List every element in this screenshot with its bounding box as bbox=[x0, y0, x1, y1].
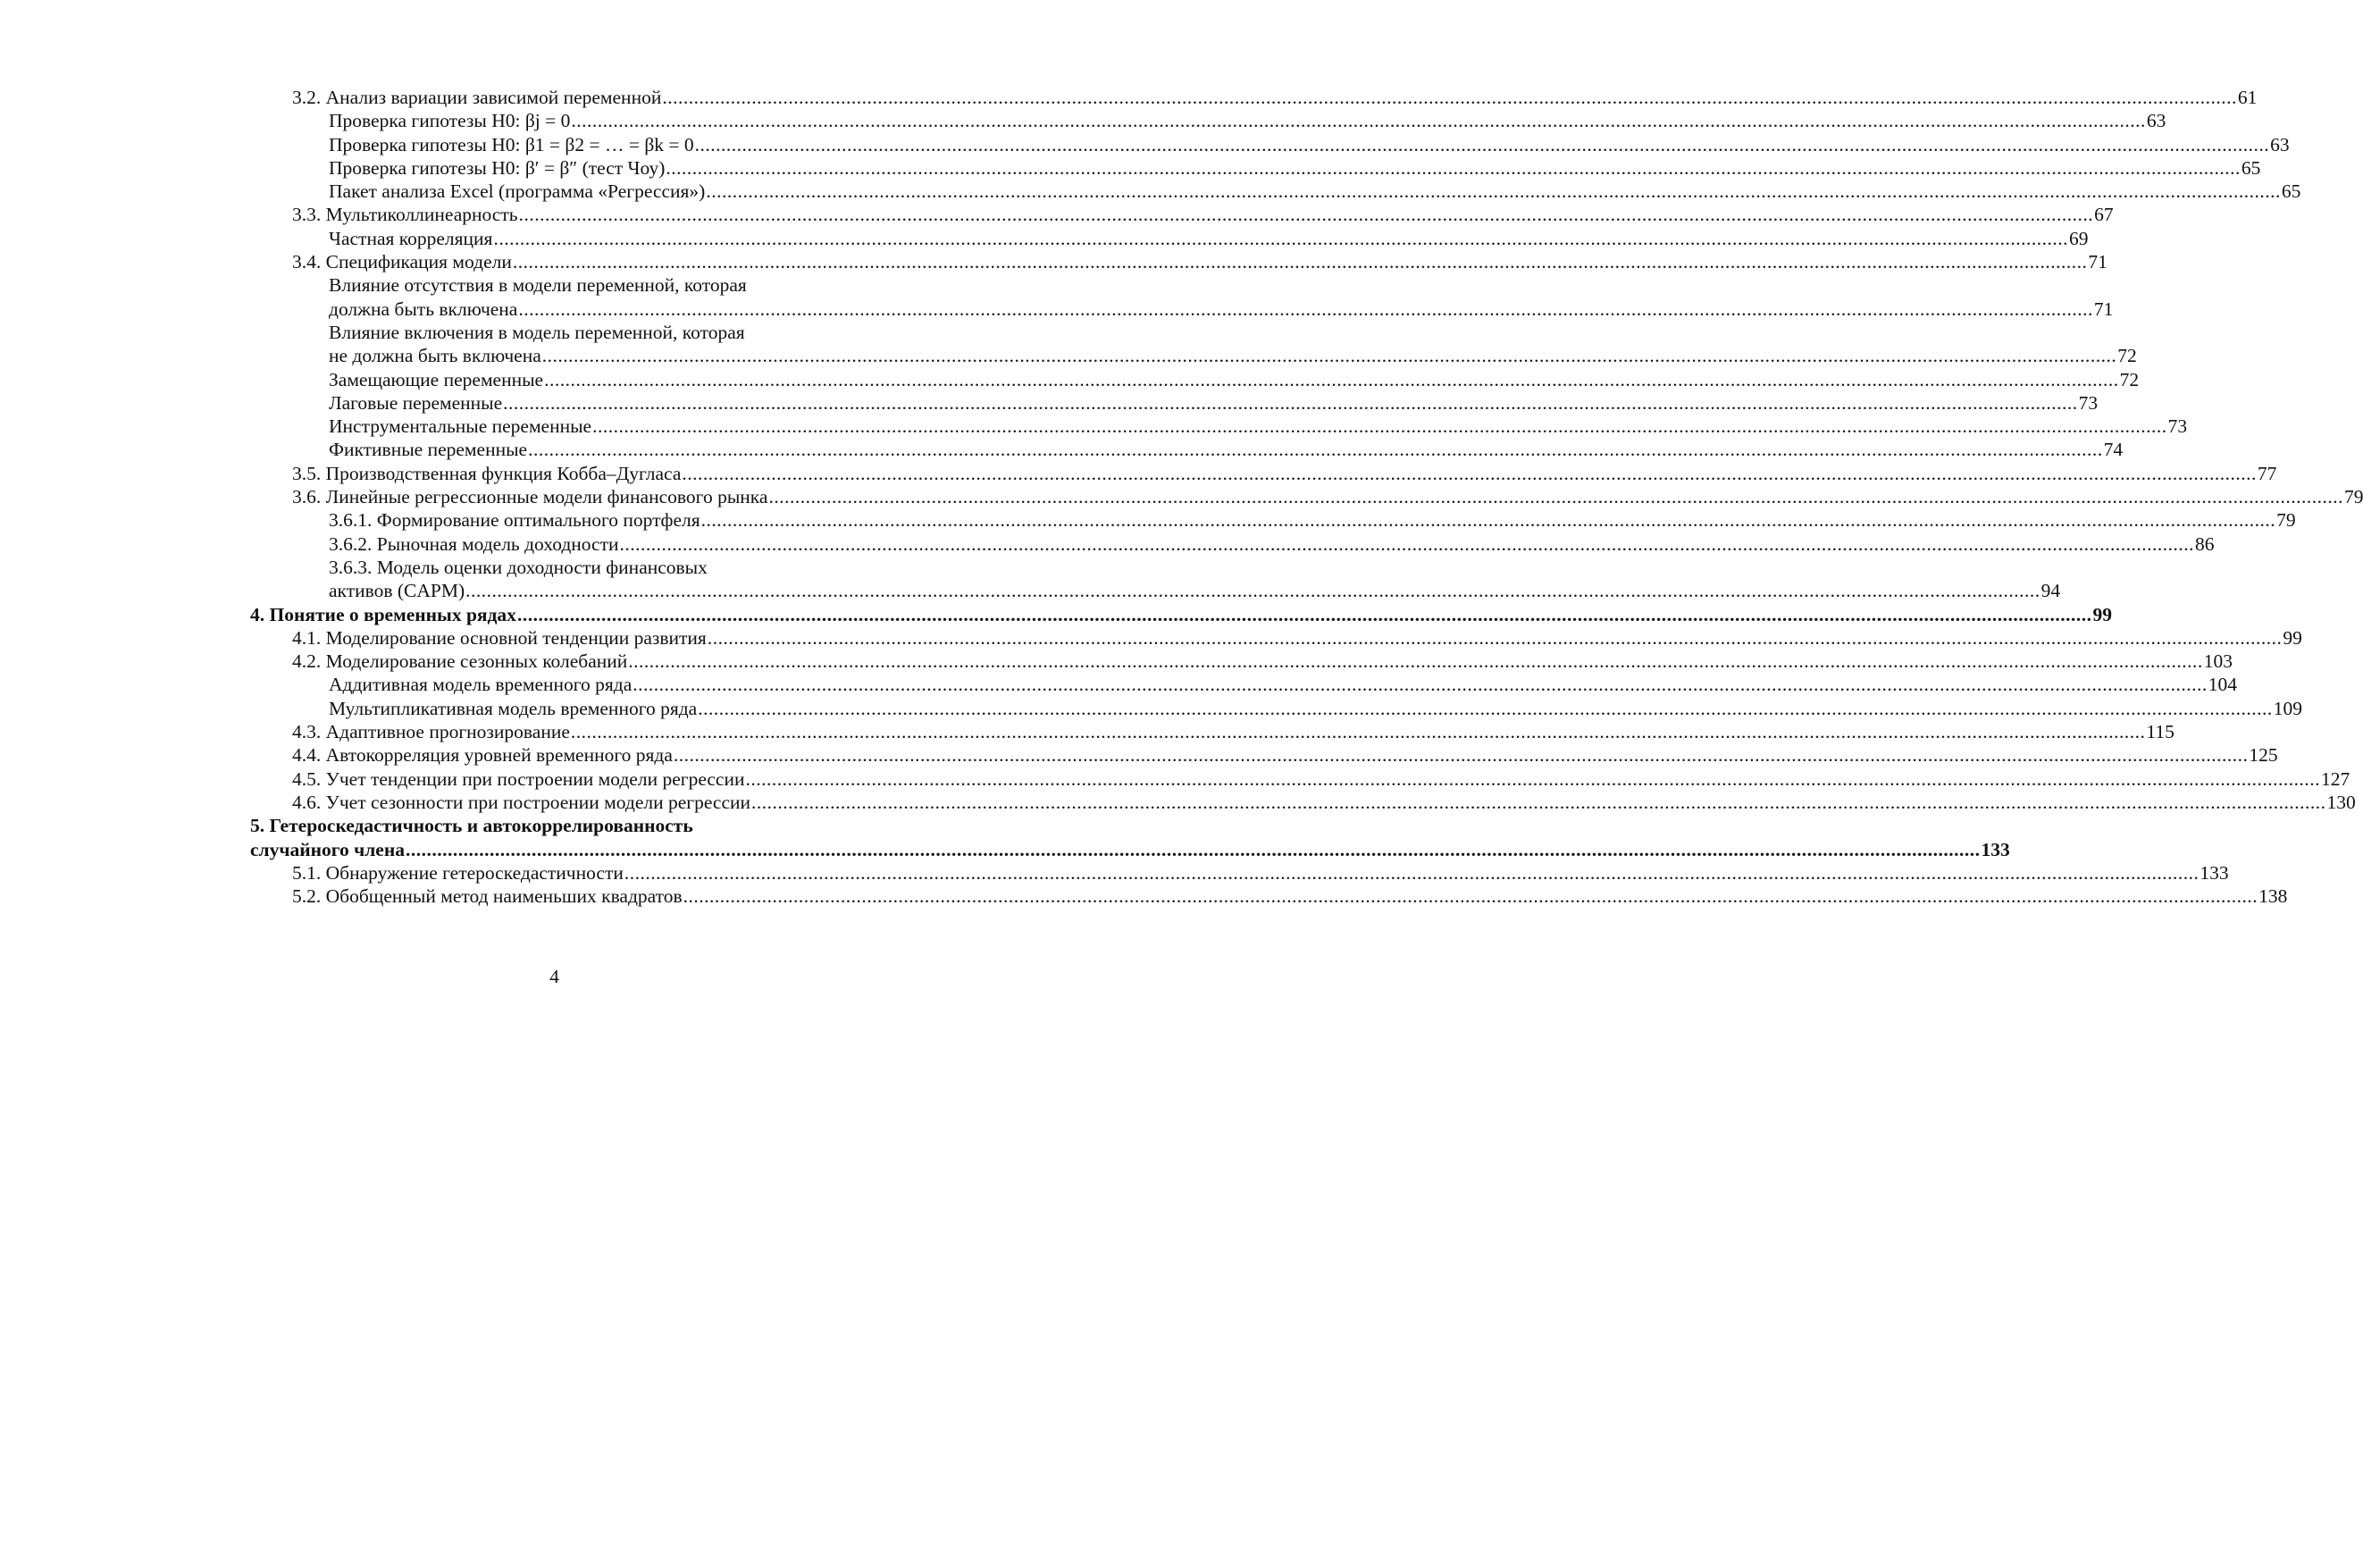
toc-page-number: 138 bbox=[2258, 885, 2288, 908]
toc-leader-dots: ............................................................................................................................................................................................................................................................................................................ bbox=[706, 180, 2281, 203]
toc-page-number: 103 bbox=[2203, 650, 2233, 673]
toc-leader-dots: ............................................................................................................................................................................................................................................................................................................ bbox=[662, 87, 2237, 108]
toc-leader-dots: ............................................................................................................................................................................................................................................................................................................ bbox=[518, 298, 2093, 320]
toc-entry-title: 5. Гетероскедастичность и автокоррелированность bbox=[250, 815, 693, 837]
toc-entry-title: Частная корреляция bbox=[329, 227, 493, 249]
toc-entry bbox=[250, 462, 2277, 485]
toc-leader-dots: ............................................................................................................................................................................................................................................................................................................ bbox=[516, 603, 2092, 625]
toc-leader-dots: ............................................................................................................................................................................................................................................................................................................ bbox=[633, 674, 2208, 696]
toc-leader-dots: ............................................................................................................................................................................................................................................................................................................ bbox=[619, 532, 2194, 555]
toc-leader-dots: ............................................................................................................................................................................................................................................................................................................ bbox=[694, 133, 2270, 155]
toc-entry bbox=[250, 368, 2140, 391]
toc-page-number: 104 bbox=[2208, 674, 2238, 696]
toc-page-number: 73 bbox=[2167, 415, 2188, 438]
toc-page-number: 71 bbox=[2088, 251, 2107, 273]
toc-entry bbox=[250, 603, 2112, 626]
toc-leader-dots: ............................................................................................................................................................................................................................................................................................................ bbox=[745, 767, 2320, 790]
toc-entry-title: должна быть включена bbox=[329, 298, 518, 320]
toc-leader-dots: ............................................................................................................................................................................................................................................................................................................ bbox=[541, 345, 2117, 367]
toc-page-number: 94 bbox=[2040, 580, 2061, 602]
toc-entry bbox=[250, 743, 2278, 767]
toc-entry-title: 3.6. Линейные регрессионные модели финансового рынка bbox=[292, 486, 768, 508]
toc-leader-dots: ............................................................................................................................................................................................................................................................................................................ bbox=[512, 251, 2088, 273]
toc-entry bbox=[250, 227, 2089, 250]
toc-leader-dots: ............................................................................................................................................................................................................................................................................................................ bbox=[503, 391, 2078, 414]
toc-entry-title: Мультипликативная модель временного ряда bbox=[329, 697, 698, 719]
toc-entry bbox=[250, 156, 2261, 180]
toc-page-number: 79 bbox=[2276, 509, 2296, 532]
toc-leader-dots: ............................................................................................................................................................................................................................................................................................................ bbox=[518, 204, 2094, 226]
toc-page-number: 133 bbox=[2200, 861, 2229, 884]
toc-entry-title: 3.6.1. Формирование оптимального портфеля bbox=[329, 509, 700, 532]
toc-page-number: 67 bbox=[2094, 204, 2114, 226]
toc-leader-dots: ............................................................................................................................................................................................................................................................................................................ bbox=[528, 439, 2103, 461]
toc-entry bbox=[250, 838, 2010, 861]
toc-entry bbox=[250, 508, 2296, 532]
toc-leader-dots: ............................................................................................................................................................................................................................................................................................................ bbox=[465, 580, 2040, 602]
toc-page-number: 127 bbox=[2321, 767, 2350, 790]
toc-page-number: 71 bbox=[2093, 298, 2114, 320]
toc-entry bbox=[250, 814, 858, 837]
toc-entry bbox=[250, 626, 2302, 650]
toc-page-number: 65 bbox=[2281, 180, 2301, 203]
toc-entry bbox=[250, 579, 2061, 602]
toc-leader-dots: ............................................................................................................................................................................................................................................................................................................ bbox=[698, 697, 2273, 719]
toc-entry bbox=[250, 180, 2301, 203]
toc-entry-title: Влияние включения в модель переменной, которая bbox=[329, 321, 745, 343]
toc-entry-title: 4.6. Учет сезонности при построении модели регрессии bbox=[292, 791, 751, 813]
toc-page-number: 61 bbox=[2237, 87, 2258, 108]
toc-entry-title: Проверка гипотезы H0: β1 = β2 = … = βk = 0 bbox=[329, 133, 694, 155]
toc-entry bbox=[250, 273, 858, 297]
toc-leader-dots: ............................................................................................................................................................................................................................................................................................................ bbox=[624, 861, 2200, 884]
toc-leader-dots: ............................................................................................................................................................................................................................................................................................................ bbox=[493, 227, 2068, 249]
toc-entry bbox=[250, 791, 2356, 814]
toc-entry-title: 4.2. Моделирование сезонных колебаний bbox=[292, 650, 628, 673]
toc-leader-dots: ............................................................................................................................................................................................................................................................................................................ bbox=[683, 885, 2258, 908]
toc-leader-dots: ............................................................................................................................................................................................................................................................................................................ bbox=[673, 744, 2249, 767]
toc-entry bbox=[250, 344, 2137, 367]
toc-entry-title: Фиктивные переменные bbox=[329, 439, 528, 461]
table-of-contents bbox=[250, 86, 2363, 908]
toc-entry-title: 3.2. Анализ вариации зависимой переменной bbox=[292, 87, 662, 108]
toc-leader-dots: ............................................................................................................................................................................................................................................................................................................ bbox=[666, 156, 2241, 179]
toc-entry-title: 3.5. Производственная функция Кобба–Дугласа bbox=[292, 462, 682, 484]
toc-entry bbox=[250, 321, 858, 344]
toc-entry-title: Проверка гипотезы H0: βj = 0 bbox=[329, 110, 571, 132]
toc-entry-title: 4.3. Адаптивное прогнозирование bbox=[292, 721, 570, 743]
toc-leader-dots: ............................................................................................................................................................................................................................................................................................................ bbox=[544, 368, 2119, 390]
toc-entry-title: 3.6.3. Модель оценки доходности финансовых bbox=[329, 556, 708, 578]
toc-page-number: 63 bbox=[2146, 110, 2166, 132]
toc-entry-title: случайного члена bbox=[250, 838, 405, 860]
toc-leader-dots: ............................................................................................................................................................................................................................................................................................................ bbox=[405, 838, 1981, 860]
toc-entry-title: Влияние отсутствия в модели переменной, которая bbox=[329, 274, 747, 297]
toc-entry bbox=[250, 650, 2233, 673]
toc-entry-title: активов (CAPM) bbox=[329, 580, 465, 602]
toc-entry bbox=[250, 133, 2290, 156]
toc-page-number: 73 bbox=[2078, 391, 2099, 414]
toc-entry bbox=[250, 556, 858, 579]
toc-entry bbox=[250, 485, 2363, 508]
toc-entry bbox=[250, 885, 2288, 908]
toc-entry-title: 4. Понятие о временных рядах bbox=[250, 603, 516, 625]
toc-entry-title: 3.3. Мультиколлинеарность bbox=[292, 204, 518, 226]
toc-leader-dots: ............................................................................................................................................................................................................................................................................................................ bbox=[700, 509, 2276, 532]
toc-page-number: 125 bbox=[2249, 744, 2278, 767]
toc-leader-dots: ............................................................................................................................................................................................................................................................................................................ bbox=[592, 415, 2167, 438]
toc-entry-title: 4.4. Автокорреляция уровней временного ряда bbox=[292, 744, 673, 767]
toc-entry-title: Пакет анализа Excel (программа «Регрессия») bbox=[329, 180, 706, 203]
toc-entry-title: Инструментальные переменные bbox=[329, 415, 592, 438]
toc-entry-title: 5.2. Обобщенный метод наименьших квадратов bbox=[292, 885, 683, 908]
toc-page-number: 77 bbox=[2257, 462, 2277, 484]
toc-entry bbox=[250, 767, 2350, 791]
toc-entry-title: Проверка гипотезы H0: β′ = β″ (тест Чоу) bbox=[329, 156, 666, 179]
toc-page-number: 74 bbox=[2103, 439, 2124, 461]
toc-entry-title: 3.4. Спецификация модели bbox=[292, 251, 512, 273]
toc-page-number: 133 bbox=[1981, 838, 2010, 860]
toc-entry bbox=[250, 203, 2114, 226]
toc-entry-title: Замещающие переменные bbox=[329, 368, 544, 390]
toc-leader-dots: ............................................................................................................................................................................................................................................................................................................ bbox=[570, 721, 2146, 743]
toc-entry bbox=[250, 298, 2114, 321]
toc-entry-title: 5.1. Обнаружение гетероскедастичности bbox=[292, 861, 624, 884]
page-number: 4 bbox=[549, 966, 559, 987]
toc-entry bbox=[250, 438, 2124, 461]
toc-entry-title: 4.5. Учет тенденции при построении модели регрессии bbox=[292, 767, 745, 790]
toc-leader-dots: ............................................................................................................................................................................................................................................................................................................ bbox=[628, 650, 2203, 673]
toc-page-number: 63 bbox=[2270, 133, 2290, 155]
toc-entry-title: Лаговые переменные bbox=[329, 391, 503, 414]
toc-entry bbox=[250, 532, 2215, 556]
toc-page-number: 72 bbox=[2119, 368, 2140, 390]
toc-page-number: 86 bbox=[2195, 532, 2215, 555]
toc-page-number: 99 bbox=[2092, 603, 2112, 625]
toc-entry-title: 4.1. Моделирование основной тенденции развития bbox=[292, 626, 707, 649]
toc-page-number: 72 bbox=[2117, 345, 2137, 367]
toc-entry bbox=[250, 391, 2099, 415]
toc-leader-dots: ............................................................................................................................................................................................................................................................................................................ bbox=[768, 486, 2343, 508]
toc-leader-dots: ............................................................................................................................................................................................................................................................................................................ bbox=[707, 626, 2283, 649]
toc-page-number: 69 bbox=[2068, 227, 2089, 249]
toc-page-number: 65 bbox=[2241, 156, 2261, 179]
toc-page-number: 109 bbox=[2273, 697, 2302, 719]
toc-entry bbox=[250, 250, 2107, 273]
toc-entry-title: Аддитивная модель временного ряда bbox=[329, 674, 633, 696]
toc-entry bbox=[250, 109, 2166, 132]
toc-page-number: 115 bbox=[2146, 721, 2174, 743]
toc-entry bbox=[250, 673, 2238, 696]
toc-entry bbox=[250, 415, 2188, 438]
toc-entry-title: не должна быть включена bbox=[329, 345, 541, 367]
toc-leader-dots: ............................................................................................................................................................................................................................................................................................................ bbox=[571, 110, 2146, 132]
toc-leader-dots: ............................................................................................................................................................................................................................................................................................................ bbox=[751, 791, 2326, 813]
toc-entry bbox=[250, 861, 2229, 885]
toc-page-number: 99 bbox=[2283, 626, 2302, 649]
toc-entry bbox=[250, 697, 2302, 720]
toc-entry bbox=[250, 86, 2258, 109]
toc-page-number: 79 bbox=[2343, 486, 2363, 508]
toc-leader-dots: ............................................................................................................................................................................................................................................................................................................ bbox=[682, 462, 2257, 484]
toc-entry bbox=[250, 720, 2174, 743]
toc-entry-title: 3.6.2. Рыночная модель доходности bbox=[329, 532, 619, 555]
toc-page-number: 130 bbox=[2326, 791, 2356, 813]
